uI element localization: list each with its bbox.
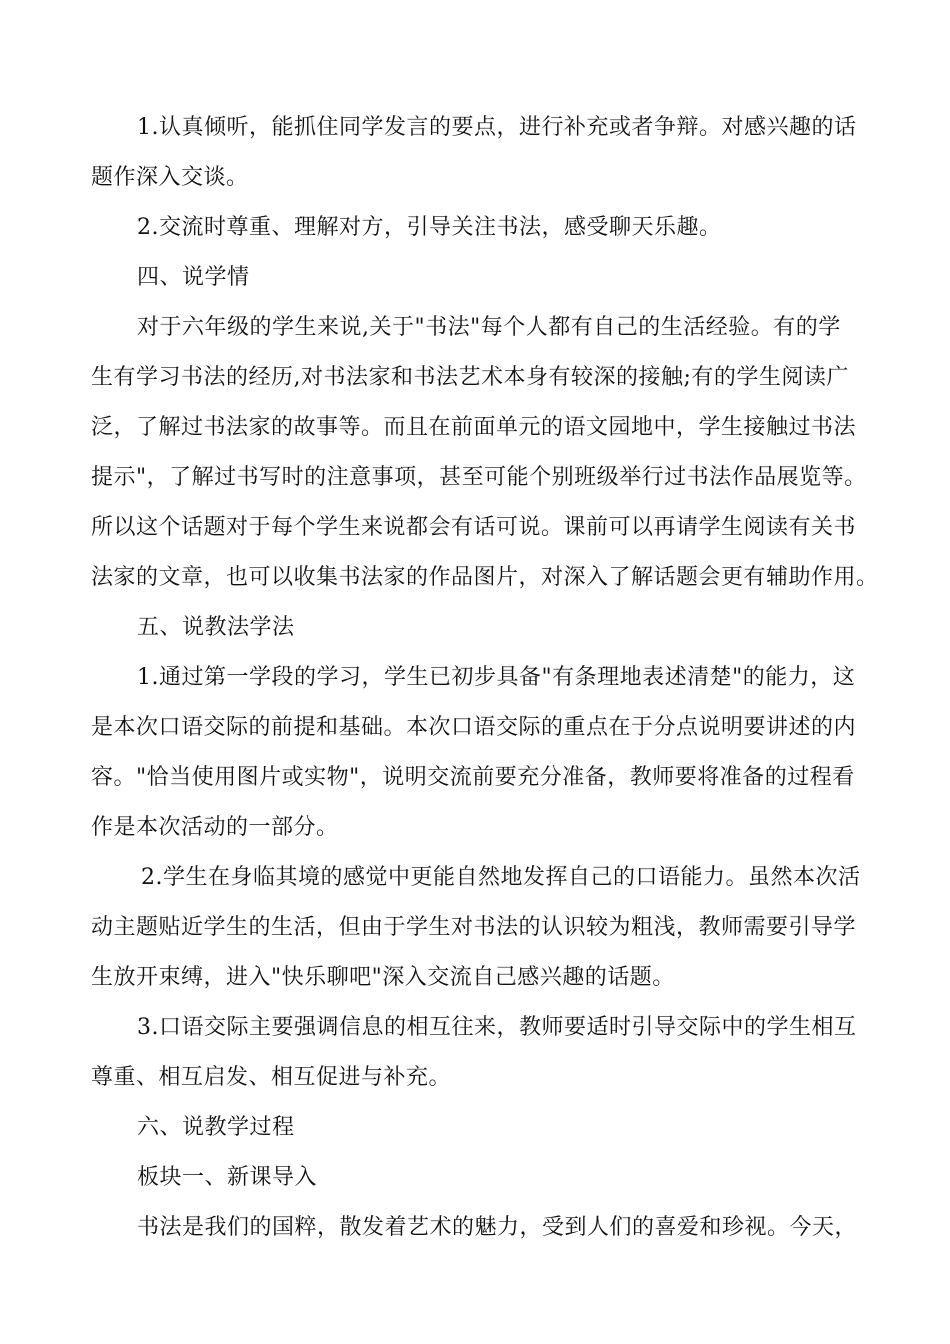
- text-line: 法家的文章，也可以收集书法家的作品图片，对深入了解话题会更有辅助作用。: [91, 565, 879, 590]
- text-line: 泛，了解过书法家的故事等。而且在前面单元的语文园地中，学生接触过书法: [91, 415, 857, 440]
- text-line: 题作深入交谈。: [91, 165, 249, 190]
- section-heading: 四、说学情: [137, 265, 250, 290]
- text-line: 所以这个话题对于每个学生来说都会有话可说。课前可以再请学生阅读有关书: [91, 515, 857, 540]
- text-line: 生放开束缚，进入"快乐聊吧"深入交流自己感兴趣的话题。: [91, 965, 675, 990]
- text-line: 生有学习书法的经历,对书法家和书法艺术本身有较深的接触;有的学生阅读广: [91, 365, 849, 390]
- text-line: 提示"，了解过书写时的注意事项，甚至可能个别班级举行过书法作品展览等。: [91, 465, 867, 490]
- text-line: 对于六年级的学生来说,关于"书法"每个人都有自己的生活经验。有的学: [137, 315, 841, 340]
- text-line: 1.认真倾听，能抓住同学发言的要点，进行补充或者争辩。对感兴趣的话: [137, 115, 857, 140]
- text-line: 1.通过第一学段的学习，学生已初步具备"有条理地表述清楚"的能力，这: [137, 665, 856, 690]
- text-line: 作是本次活动的一部分。: [91, 815, 339, 840]
- section-heading: 五、说教法学法: [137, 615, 295, 640]
- text-line: 动主题贴近学生的生活，但由于学生对书法的认识较为粗浅，教师需要引导学: [91, 915, 857, 940]
- text-line: 是本次口语交际的前提和基础。本次口语交际的重点在于分点说明要讲述的内: [91, 715, 857, 740]
- section-heading: 六、说教学过程: [137, 1115, 295, 1140]
- text-line: 容。"恰当使用图片或实物"，说明交流前要充分准备，教师要将准备的过程看: [91, 765, 855, 790]
- subsection-heading: 板块一、新课导入: [137, 1165, 318, 1190]
- text-line: 3.口语交际主要强调信息的相互往来，教师要适时引导交际中的学生相互: [137, 1015, 857, 1040]
- text-line: 2.交流时尊重、理解对方，引导关注书法，感受聊天乐趣。: [137, 215, 722, 240]
- text-line: 尊重、相互启发、相互促进与补充。: [91, 1065, 452, 1090]
- text-line: 2.学生在身临其境的感觉中更能自然地发挥自己的口语能力。虽然本次活: [141, 865, 861, 890]
- text-line: 书法是我们的国粹，散发着艺术的魅力，受到人们的喜爱和珍视。今天，: [137, 1215, 858, 1240]
